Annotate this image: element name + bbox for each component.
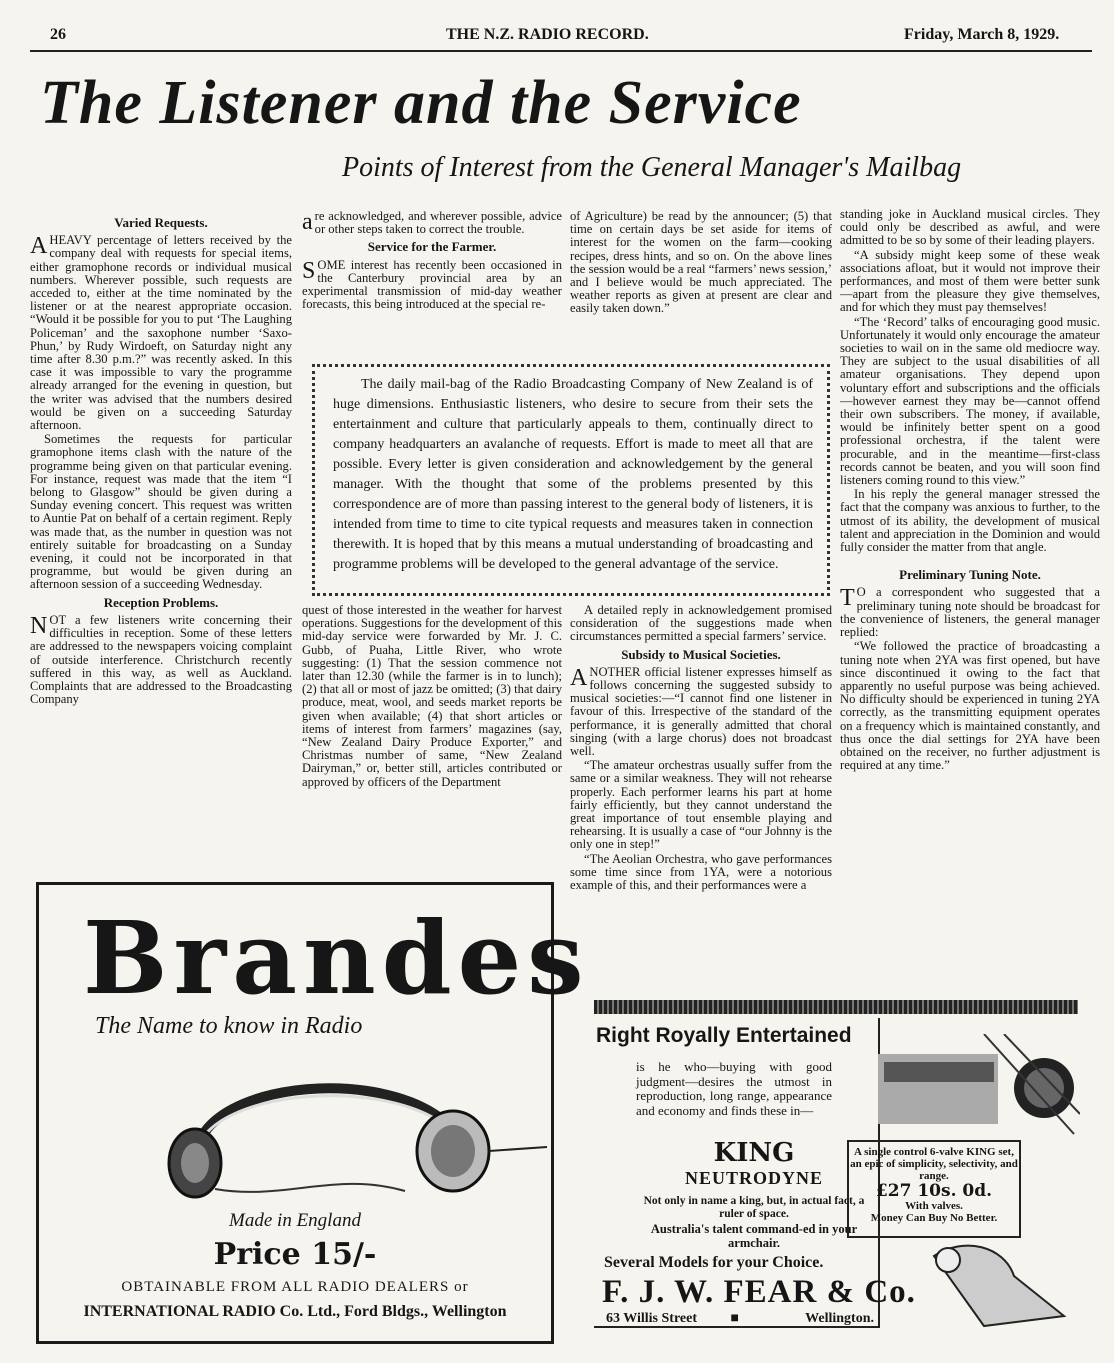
issue-date: Friday, March 8, 1929.: [904, 26, 1060, 43]
paragraph: “A subsidy might keep some of these weak associations afloat, but it would not improve their performances, and most of them were better sunk—apart from the pleasure they give themselves, and for which they must pay themselves!: [840, 247, 1100, 315]
heading-tuning-note: Preliminary Tuning Note.: [899, 567, 1041, 583]
column-3-top: [570, 210, 832, 360]
listener-armchair-illustration: [924, 1236, 1074, 1332]
dealer-address: [606, 1311, 874, 1327]
street-address: 63 Willis Street: [606, 1311, 697, 1326]
intro-text: The daily mail-bag of the Radio Broadcasting Company of New Zealand is of huge dimensions. Enthusiastic listeners, who desire to secure from their sets the entertainment and culture that particularly appeals to them, continually direct to company headquarters an avalanche of requests. Effort is made to meet all that are possible. Every letter is given consideration and acknowledgement by the general manager. With the thought that some of the problems presented by this correspondence are of more than passing interest to the general body of listeners, it is intended from time to time to cite typical requests and measures taken in connection therewith. It is hoped that by this means a mutual understanding of broadcasting and programme problems will be developed to the general advantage of the service.: [333, 377, 813, 572]
king-slogan: Not only in name a king, but, in actual fact, a ruler of space.: [643, 1195, 865, 1220]
offer-text: A single control 6-valve KING set, an epic of simplicity, selectivity, and range.: [850, 1146, 1018, 1182]
company-line: INTERNATIONAL RADIO Co. Ltd., Ford Bldgs., Wellington: [83, 1303, 507, 1320]
offer-tag: Money Can Buy No Better.: [870, 1212, 998, 1224]
brandes-advertisement: [36, 882, 590, 1344]
publication-name: THE N.Z. RADIO RECORD.: [446, 26, 649, 43]
obtainable-line: OBTAINABLE FROM ALL RADIO DEALERS or: [121, 1279, 469, 1295]
king-brand: KING: [713, 1138, 795, 1168]
paragraph: standing joke in Auckland musical circles. They could only be described as awful, and were admitted to be so by some of their leading players.: [840, 208, 1100, 248]
king-body: is he who—buying with good judgment—desires the utmost in reproduction, long range, appearance and economy and finds these in—: [636, 1059, 832, 1118]
column-2-bottom: [302, 604, 562, 860]
column-1: [30, 212, 292, 860]
dealer-name: F. J. W. FEAR & Co.: [602, 1274, 916, 1310]
header-rule: [30, 50, 1092, 52]
made-in-england: Made in England: [229, 1210, 361, 1231]
brandes-price: Price 15/-: [213, 1237, 377, 1272]
paragraph: In his reply the general manager stressed the fact that the company was anxious to further, to the utmost of its ability, the development of musical talent and appreciation in the Dominion and would fully consider the matter from that angle.: [840, 487, 1100, 555]
heading-service-for-farmer: Service for the Farmer.: [367, 239, 497, 255]
dealer-city: Wellington.: [805, 1311, 874, 1326]
offer-valves: With valves.: [905, 1200, 963, 1212]
brandes-logo: Brandes: [83, 899, 590, 1017]
paragraph: AHEAVY percentage of letters received by the company deal with requests for special items, either gramophone records or individual musical numbers. Wherever possible, such requests are acceded to, either at the time nominated by the listener or at the nearest appropriate occasion. “Would it be possible for you to put ‘The Laughing Policeman’ and the saxophone number ‘Saxo-Phun,’ by Rudy Wirdoeft, on Saturday night any time after 8.30 p.m.?” was recently asked. In this case it was impossible to vary the programme already arranged for the evening in question, but the writer was advised that the numbers desired would be given on a succeeding Saturday afternoon.: [30, 233, 292, 433]
headphones-illustration: [135, 1051, 555, 1207]
paragraph: A detailed reply in acknowledgement promised consideration of the suggestions made when circumstances permitted a special farmers’ service.: [570, 604, 832, 644]
paragraph: are acknowledged, and wherever possible, advice or other steps taken to correct the trouble.: [302, 210, 562, 237]
bullet: ■: [730, 1311, 739, 1326]
article-title: The Listener and the Service: [40, 69, 802, 137]
offer-price: £27 10s. 0d.: [875, 1181, 993, 1201]
heading-subsidy: Subsidy to Musical Societies.: [621, 646, 781, 662]
heading-varied-requests: Varied Requests.: [114, 215, 208, 230]
paragraph: SOME interest has recently been occasioned in the Canterbury provincial area by an experimental transmission of mid-day weather forecasts, this being introduced at the special re-: [302, 257, 562, 312]
king-neutrodyne-advertisement: [594, 1000, 1086, 1338]
heading-reception-problems: Reception Problems.: [103, 594, 219, 610]
column-3-bottom: [570, 604, 832, 976]
paragraph: TO a correspondent who suggested that a preliminary tuning note should be broadcast for the convenience of listeners, the general manager replied:: [840, 585, 1100, 640]
paragraph: “The ‘Record’ talks of encouraging good music. Unfortunately it would only encourage the amateur societies to wail on in the same old mediocre way. They are subject to the usual disabilities of all amateur organisations. They depend upon voluntary effort and subscriptions and the officials—however earnest they may be—cannot offend their own subscribers. The money, if available, would be infinitely better spent on a good professional orchestra, if the talent were procurable, and in the meantime—first-class records cannot be beaten, and you will soon find listeners coming round to this view.”: [840, 314, 1100, 488]
brandes-tagline: The Name to know in Radio: [95, 1013, 363, 1039]
king-talent: Australia's talent command-ed in your armchair.: [650, 1222, 858, 1250]
page-number: 26: [50, 26, 66, 43]
decorative-strip: [594, 1000, 1078, 1014]
orchestra-radio-illustration: [874, 1034, 1080, 1138]
paragraph: NOT a few listeners write concerning their difficulties in reception. Some of these letters are addressed to the newspapers voicing complaint of outside interference. Christchurch recently suffered in this way, as well as Auckland. Complaints that are addressed to the Broadcasting Company: [30, 612, 292, 707]
article-subtitle: Points of Interest from the General Manager's Mailbag: [342, 152, 962, 183]
paragraph: ANOTHER official listener expresses himself as follows concerning the suggested subsidy to musical societies:—“I cannot find one listener in favour of this. Irrespective of the standard of the performance, it is generally admitted that choral singing (with a large chorus) does not broadcast well.: [570, 664, 832, 759]
column-4: [840, 208, 1100, 978]
paragraph: “The amateur orchestras usually suffer from the same or a similar weakness. They will not rehearse properly. Each performer learns his part at home fairly efficiently, but they cannot understand the great importance of tout ensemble playing and rehearsing. It is usually a case of “our Johnny is the only one in step!”: [570, 758, 832, 852]
neutrodyne-brand: NEUTRODYNE: [684, 1168, 823, 1188]
paragraph: “The Aeolian Orchestra, who gave performances some time since from 1YA, were a notorious example of this, and their performances were a: [570, 851, 832, 893]
intro-box: [312, 364, 830, 596]
models-line: Several Models for your Choice.: [604, 1254, 824, 1271]
paragraph: “We followed the practice of broadcasting a tuning note when 2YA was first opened, but have since discontinued it owing to the fact that apparently no useful purpose was being achieved. No difficulty should be experienced in tuning 2YA correctly, as the transmitting equipment operates on a frequency which is maintained constantly, and thus once the dial settings for 2YA have been obtained on the receiver, no further adjustment is required at any time.”: [840, 639, 1100, 773]
paragraph: of Agriculture) be read by the announcer; (5) that time on certain days be set aside for items of interest for the women on the farm—cooking recipes, dress hints, and so on. On the above lines the session would be a real “farmers’ news session,’ and I believe would be much appreciated. The weather reports as given at present are clear and easily taken down.”: [570, 210, 832, 316]
paragraph: quest of those interested in the weather for harvest operations. Suggestions for the development of this mid-day service were forwarded by Mr. J. C. Gubb, of Puaha, Little River, who wrote suggesting: (1) That the session commence not later than 12.30 (while the farmer is in to lunch); (2) that all or most of jazz be omitted; (3) that dairy produce, meat, wool, and seeds market reports be given when available; (4) that short articles or items of interest from farmers’ magazines (say, “New Zealand Dairy Produce Exporter,” and Christmas number of same, “New Zealand Dairyman,” or, better still, articles contributed or approved by officers of the Department: [302, 604, 562, 789]
king-headline: Right Royally Entertained: [596, 1024, 852, 1047]
column-2-top: [302, 210, 562, 360]
paragraph: Sometimes the requests for particular gramophone items clash with the nature of the programme being given on that particular evening. For instance, request was made that the item “I belong to Glasgow” should be given during a Sunday evening concert. This request was written to Auntie Pat on behalf of a certain regiment. Reply was made that, as the number in question was not entirely suitable for broadcasting on a Sunday evening, it could not be incorporated in that programme, but would be given during an afternoon session of a succeeding Wednesday.: [30, 432, 292, 592]
king-offer-box: [847, 1140, 1021, 1238]
